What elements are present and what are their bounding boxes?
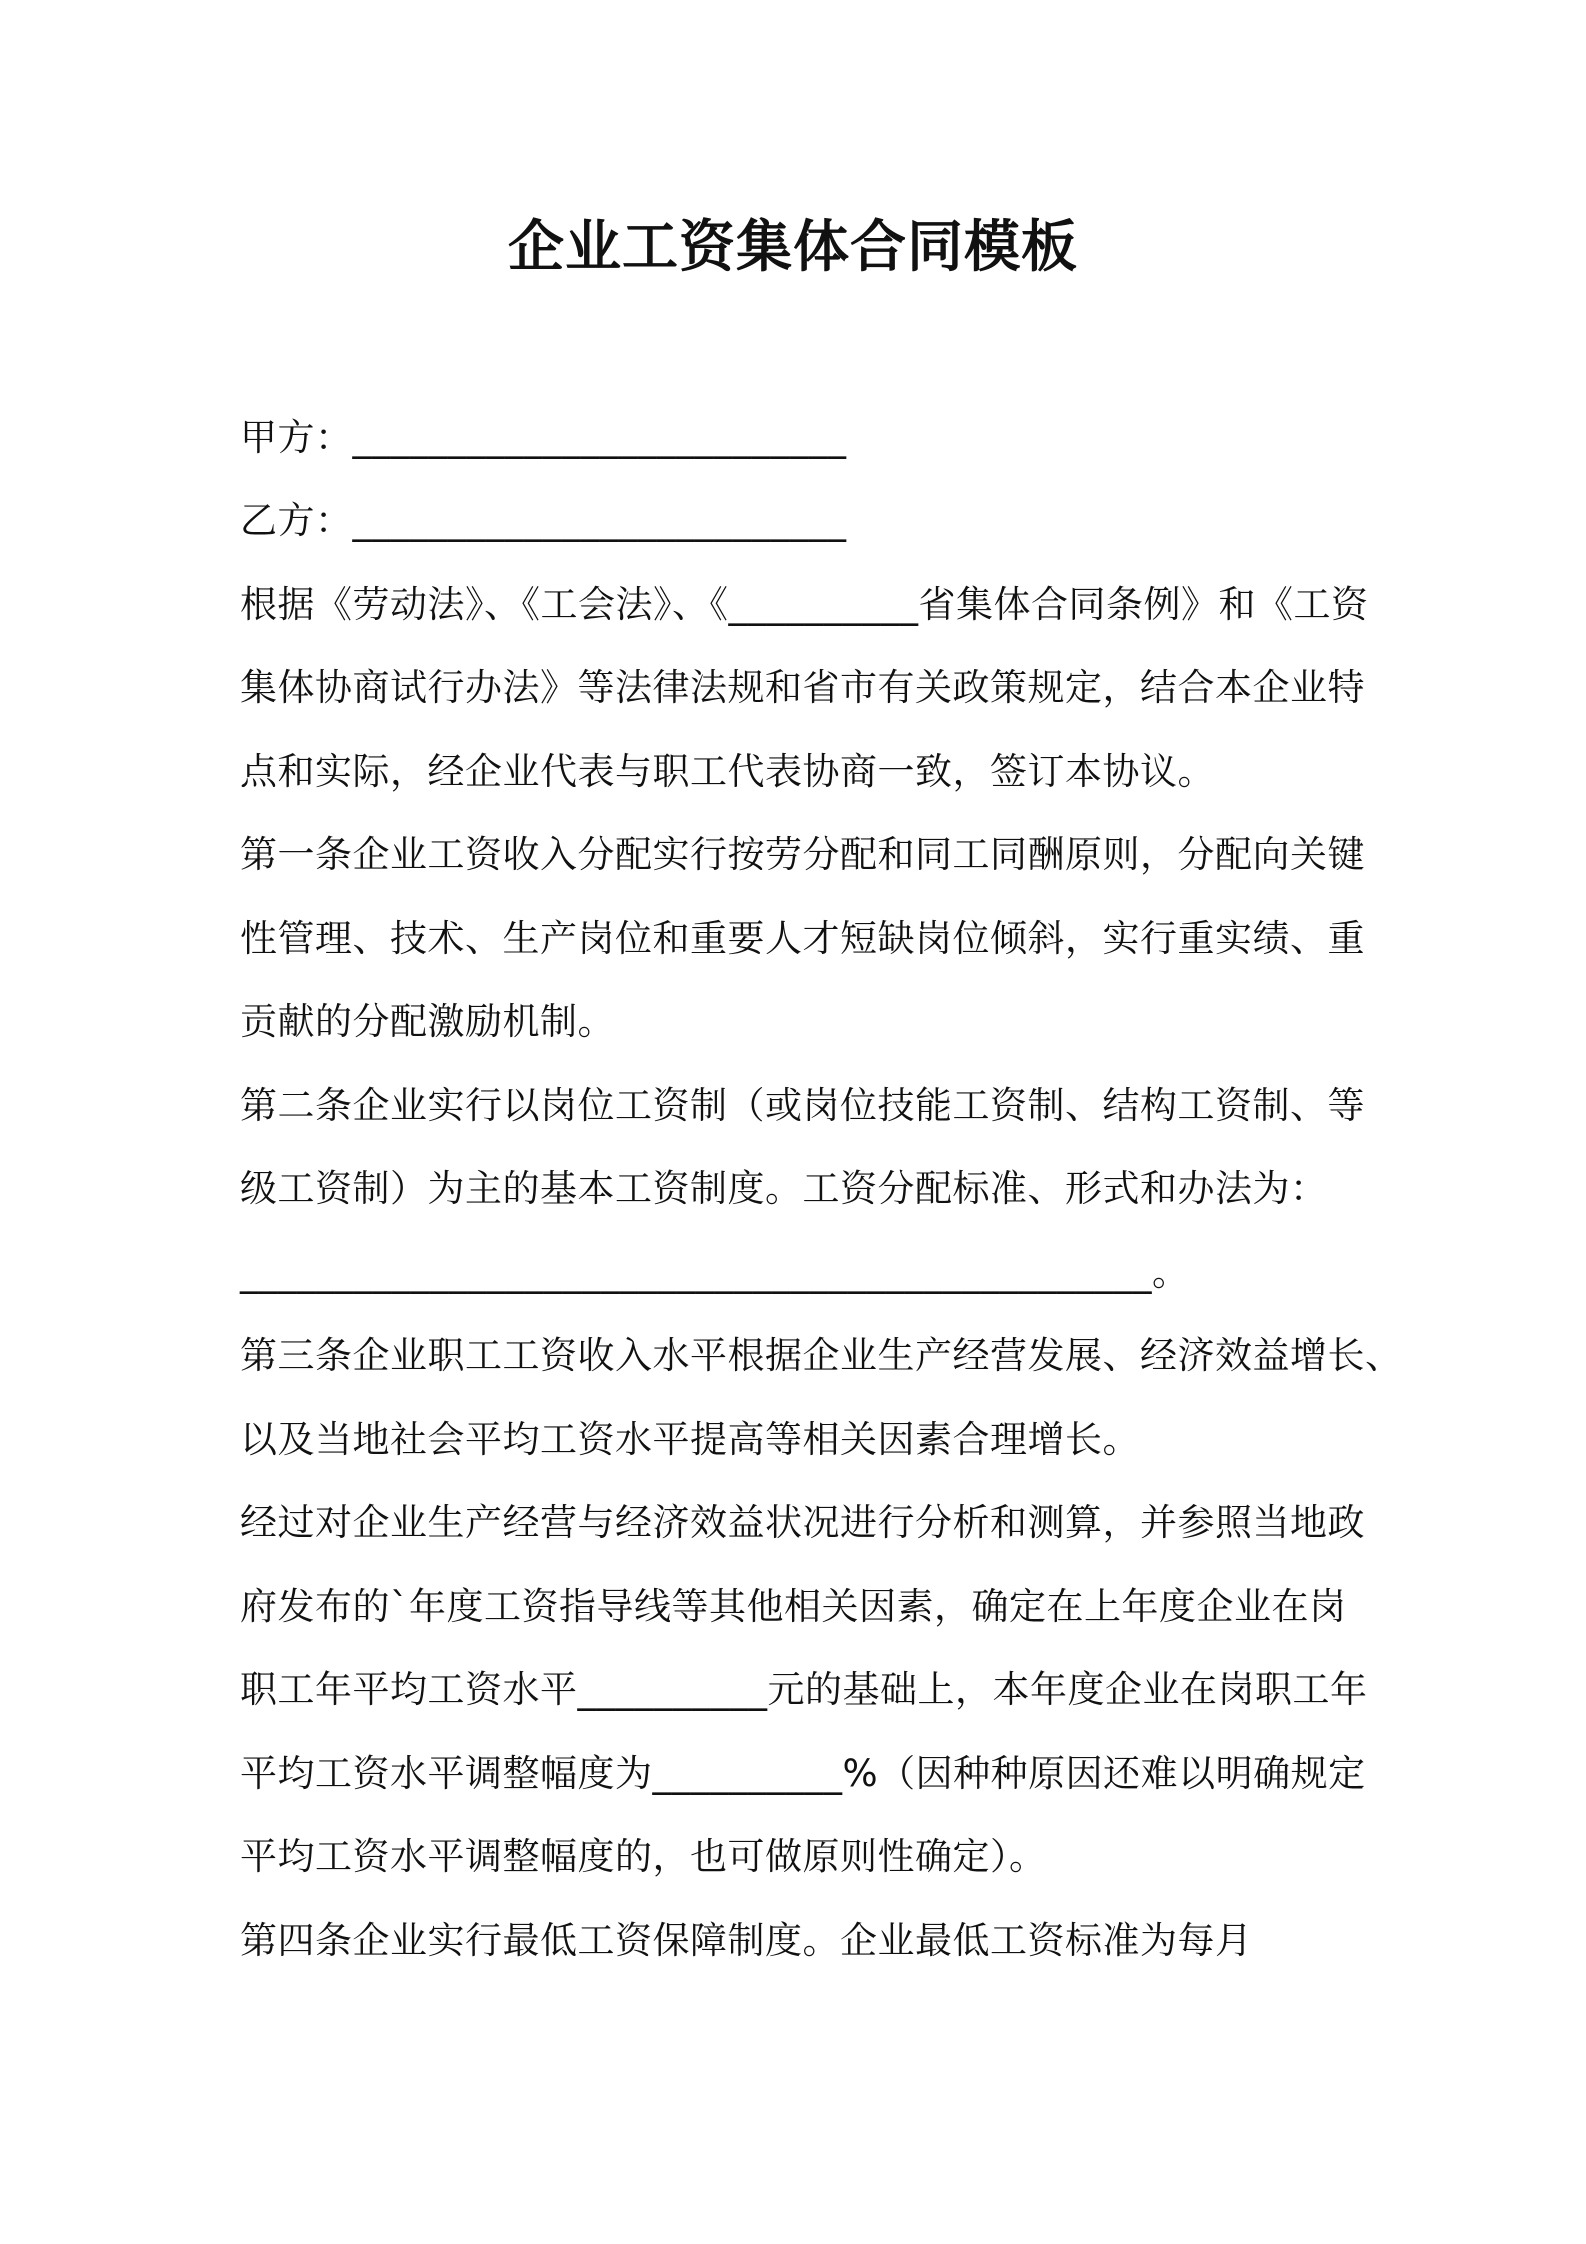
body-line: 平均工资水平调整幅度的，也可做原则性确定）。 <box>240 1835 1047 1878</box>
article-2-line: 第二条企业实行以岗位工资制（或岗位技能工资制、结构工资制、等 <box>240 1084 1365 1127</box>
body-line: 经过对企业生产经营与经济效益状况进行分析和测算，并参照当地政 <box>240 1501 1365 1544</box>
article-1-line: 第一条企业工资收入分配实行按劳分配和同工同酬原则，分配向关键 <box>240 833 1365 876</box>
article-2-line: 级工资制）为主的基本工资制度。工资分配标准、形式和办法为： <box>240 1167 1328 1210</box>
body-line: 点和实际，经企业代表与职工代表协商一致，签订本协议。 <box>240 750 1215 793</box>
article-3-line: 以及当地社会平均工资水平提高等相关因素合理增长。 <box>240 1418 1140 1461</box>
article-1-line: 贡献的分配激励机制。 <box>240 1000 615 1043</box>
document-title: 企业工资集体合同模板 <box>508 215 1078 280</box>
article-3-line: 第三条企业职工工资收入水平根据企业生产经营发展、经济效益增长、 <box>240 1334 1403 1377</box>
party-a-line: 甲方：__________________________ <box>240 416 847 459</box>
article-4-line: 第四条企业实行最低工资保障制度。企业最低工资标准为每月 <box>240 1919 1253 1962</box>
body-line: 集体协商试行办法》等法律法规和省市有关政策规定，结合本企业特 <box>240 666 1365 709</box>
party-b-line: 乙方：__________________________ <box>240 499 847 542</box>
body-line: 职工年平均工资水平__________元的基础上，本年度企业在岗职工年 <box>240 1668 1368 1711</box>
article-1-line: 性管理、技术、生产岗位和重要人才短缺岗位倾斜，实行重实绩、重 <box>240 917 1365 960</box>
article-2-blank-line: ________________________________________________。 <box>240 1251 1190 1294</box>
body-line: 府发布的`年度工资指导线等其他相关因素，确定在上年度企业在岗 <box>240 1585 1347 1628</box>
body-line: 根据《劳动法》、《工会法》、《__________省集体合同条例》和《工资 <box>240 583 1369 626</box>
body-line: 平均工资水平调整幅度为__________%（因种种原因还难以明确规定 <box>240 1752 1366 1795</box>
